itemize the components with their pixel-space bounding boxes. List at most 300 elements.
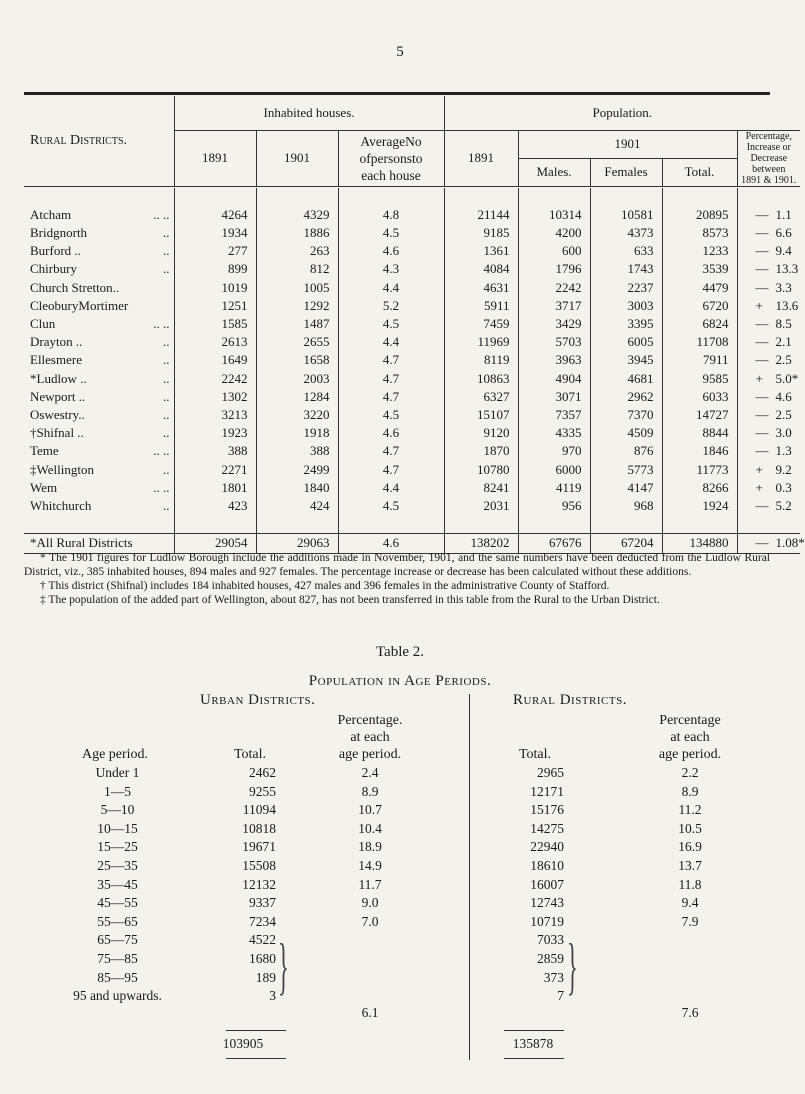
pop-1891: 10780: [444, 461, 518, 479]
urban-percentage: 10.7: [358, 802, 382, 818]
houses-1901: 1005: [256, 279, 338, 297]
total: 7911: [662, 351, 737, 369]
houses-1901: 263: [256, 242, 338, 260]
total: 20895: [662, 206, 737, 224]
houses-1891: 1649: [174, 351, 256, 369]
urban-totals-column: [200, 764, 276, 1006]
females: 3003: [590, 297, 662, 315]
urban-total: 10818: [242, 820, 276, 836]
change-sign: —: [755, 315, 769, 331]
percentage-change: [737, 370, 800, 388]
females: 2962: [590, 388, 662, 406]
rural-districts-title: Rural Districts.: [513, 692, 627, 708]
avg-persons: 4.7: [338, 442, 444, 460]
change-value: 9.4: [775, 243, 792, 259]
total: 1846: [662, 442, 737, 460]
header-females: Females: [590, 158, 662, 186]
houses-1891: 3213: [174, 406, 256, 424]
rural-pct-column: [645, 764, 735, 931]
urban-total: 15508: [242, 857, 276, 873]
district-name: *All Rural Districts: [24, 534, 174, 553]
avg-persons: 4.5: [338, 224, 444, 242]
houses-1891: 1801: [174, 479, 256, 497]
avg-persons: 4.5: [338, 497, 444, 515]
header-houses-1891: 1891: [174, 130, 256, 186]
urban-percentage: 2.4: [361, 765, 379, 780]
total: 6824: [662, 315, 737, 333]
rural-percentage: 11.8: [678, 876, 702, 892]
table-row: [24, 206, 800, 224]
change-sign: —: [755, 261, 769, 277]
pop-1891: 138202: [444, 534, 518, 553]
age-table-title: Population in Age Periods.: [308, 673, 492, 689]
pop-1891: 7459: [444, 315, 518, 333]
age-periods-column: [50, 764, 185, 1006]
urban-districts-title: Urban Districts.: [200, 692, 316, 708]
change-sign: —: [755, 388, 769, 404]
urban-percentage: 18.9: [358, 839, 382, 855]
change-sign: —: [755, 425, 769, 441]
avg-persons: 4.7: [338, 388, 444, 406]
percentage-change: [737, 388, 800, 406]
change-value: 0.3: [775, 479, 792, 495]
district-name: Atcham .. ..: [30, 206, 170, 222]
females: 3395: [590, 315, 662, 333]
table-row: [24, 315, 800, 333]
urban-total: 12132: [242, 876, 276, 892]
avg-persons: 4.8: [338, 206, 444, 224]
district-name: Clun .. ..: [30, 315, 170, 331]
urban-total-rule-top: [226, 1030, 286, 1031]
footnote-shifnal: † This district (Shifnal) includes 184 inhabited houses, 427 males and 396 females in the administrative County of Stafford.: [40, 580, 610, 592]
district-name: Chirbury ..: [30, 261, 170, 277]
avg-persons: 4.5: [338, 315, 444, 333]
urban-grand-total: 103905: [222, 1036, 264, 1051]
houses-1901: 2499: [256, 461, 338, 479]
males: 7357: [518, 406, 590, 424]
rural-total: 2859: [537, 950, 564, 966]
females: 10581: [590, 206, 662, 224]
change-value: 5.0*: [775, 370, 799, 386]
pop-1891: 6327: [444, 388, 518, 406]
table-row: [24, 333, 800, 351]
change-sign: +: [755, 297, 763, 313]
percentage-change: [737, 206, 800, 224]
change-value: 1.3: [775, 443, 792, 459]
change-sign: +: [755, 461, 763, 477]
females: 5773: [590, 461, 662, 479]
page-number: 5: [396, 44, 404, 60]
change-sign: +: [755, 479, 763, 495]
percentage-change: [737, 461, 800, 479]
change-value: 2.1: [775, 334, 792, 350]
pop-1891: 8119: [444, 351, 518, 369]
rural-total: 7: [557, 988, 564, 1004]
table-label: Table 2.: [375, 644, 425, 660]
age-period: 15—25: [97, 839, 138, 855]
footnotes: [24, 551, 770, 607]
females: 6005: [590, 333, 662, 351]
urban-total-header: Total.: [233, 747, 267, 762]
rural-percentage: 10.5: [678, 820, 702, 836]
district-name: Drayton .. ..: [30, 334, 170, 350]
rural-total: 15176: [530, 802, 564, 818]
houses-1901: 424: [256, 497, 338, 515]
pop-1891: 4084: [444, 260, 518, 278]
avg-persons: 4.7: [338, 370, 444, 388]
table-row: [24, 260, 800, 278]
urban-total: 1680: [249, 950, 276, 966]
rural-total: 12171: [530, 783, 564, 799]
district-name: Whitchurch ..: [30, 497, 170, 513]
females: 633: [590, 242, 662, 260]
pop-1891: 9185: [444, 224, 518, 242]
change-sign: —: [755, 406, 769, 422]
urban-total: 9255: [249, 783, 276, 799]
change-value: 1.1: [775, 206, 792, 222]
females: 876: [590, 442, 662, 460]
district-name: ‡Wellington ..: [30, 461, 170, 477]
table-row: [24, 297, 800, 315]
change-sign: —: [755, 224, 769, 240]
change-sign: —: [755, 334, 769, 350]
header-rural-districts: Rural Districts.: [30, 132, 128, 148]
rural-totals-column: [490, 764, 564, 1006]
district-name: Teme .. ..: [30, 443, 170, 459]
pop-1891: 15107: [444, 406, 518, 424]
age-period: 55—65: [97, 913, 138, 929]
males: 6000: [518, 461, 590, 479]
females: 2237: [590, 279, 662, 297]
houses-1891: 1251: [174, 297, 256, 315]
urban-total: 9337: [249, 895, 276, 911]
avg-persons: 4.5: [338, 406, 444, 424]
district-name: Newport .. ..: [30, 388, 170, 404]
males: 2242: [518, 279, 590, 297]
percentage-change: [737, 333, 800, 351]
rural-total: 2965: [537, 765, 564, 780]
rural-total: 10719: [530, 913, 564, 929]
rural-pct-header: Percentage at each age period.: [658, 713, 722, 762]
rural-percentage: 16.9: [678, 839, 702, 855]
females: 7370: [590, 406, 662, 424]
top-rule: [24, 92, 770, 95]
table-row: [24, 351, 800, 369]
rural-total-rule-top: [504, 1030, 564, 1031]
males: 4119: [518, 479, 590, 497]
table-row: [24, 370, 800, 388]
males: 3963: [518, 351, 590, 369]
pop-1891: 2031: [444, 497, 518, 515]
change-sign: +: [755, 370, 763, 386]
table-row: [24, 242, 800, 260]
column-divider: [469, 694, 470, 1060]
rural-total: 16007: [530, 876, 564, 892]
males: 956: [518, 497, 590, 515]
header-population: Population.: [444, 96, 800, 130]
total: 3539: [662, 260, 737, 278]
percentage-change: [737, 479, 800, 497]
houses-1891: 277: [174, 242, 256, 260]
change-sign: —: [755, 443, 769, 459]
houses-1891: 1934: [174, 224, 256, 242]
footnote-ludlow: * The 1901 figures for Ludlow Borough include the additions made in November, 1901, and the same numbers have been deducted from the Ludlow Rural District, viz., 385 inhabited houses, 894 males and 927 females. The percentage increase or decrease has been calculated without these additions.: [24, 552, 770, 578]
urban-total-rule-bottom: [226, 1058, 286, 1059]
urban-total: 2462: [249, 765, 276, 780]
percentage-change: [737, 242, 800, 260]
avg-persons: 4.4: [338, 279, 444, 297]
houses-1891: 2613: [174, 333, 256, 351]
houses-1891: 1585: [174, 315, 256, 333]
rural-percentage: 7.9: [681, 913, 699, 929]
total: 11773: [662, 461, 737, 479]
percentage-change: [737, 260, 800, 278]
urban-percentage: 8.9: [361, 783, 379, 799]
total: 8573: [662, 224, 737, 242]
header-percentage-change: Percentage, Increase or Decrease between 1891 & 1901.: [737, 130, 800, 186]
houses-1901: 29063: [256, 534, 338, 553]
pop-1891: 1870: [444, 442, 518, 460]
age-period-header: Age period.: [81, 747, 149, 762]
houses-1901: 1886: [256, 224, 338, 242]
houses-1901: 1284: [256, 388, 338, 406]
avg-persons: 4.7: [338, 351, 444, 369]
avg-persons: 4.4: [338, 333, 444, 351]
age-period: 85—95: [97, 969, 138, 985]
total: 6033: [662, 388, 737, 406]
table-row: [24, 479, 800, 497]
urban-total: 7234: [249, 913, 276, 929]
urban-total: 4522: [249, 932, 276, 948]
header-inhabited-houses: Inhabited houses.: [174, 96, 444, 130]
houses-1901: 1658: [256, 351, 338, 369]
males: 4904: [518, 370, 590, 388]
change-value: 2.5: [775, 352, 792, 368]
change-sign: —: [755, 243, 769, 259]
houses-1891: 388: [174, 442, 256, 460]
pop-1891: 8241: [444, 479, 518, 497]
change-sign: —: [755, 279, 769, 295]
urban-percentage: 14.9: [358, 857, 382, 873]
rural-total: 18610: [530, 857, 564, 873]
rural-total: 14275: [530, 820, 564, 836]
houses-1901: 1918: [256, 424, 338, 442]
houses-1891: 423: [174, 497, 256, 515]
houses-1901: 1840: [256, 479, 338, 497]
age-period: 25—35: [97, 857, 138, 873]
avg-persons: 4.6: [338, 424, 444, 442]
males: 4335: [518, 424, 590, 442]
change-value: 2.5: [775, 406, 792, 422]
females: 67204: [590, 534, 662, 553]
houses-1891: 4264: [174, 206, 256, 224]
table-row: [24, 497, 800, 515]
change-sign: —: [755, 535, 769, 551]
urban-pct-column: [325, 764, 415, 931]
total: 8266: [662, 479, 737, 497]
females: 1743: [590, 260, 662, 278]
age-period: 95 and upwards.: [73, 988, 162, 1004]
change-sign: —: [755, 206, 769, 222]
houses-1901: 1292: [256, 297, 338, 315]
rural-total-rule-bottom: [504, 1058, 564, 1059]
header-pop-1901: 1901: [518, 130, 737, 158]
males: 5703: [518, 333, 590, 351]
change-value: 3.0: [775, 425, 792, 441]
footnote-wellington: ‡ The population of the added part of Wellington, about 827, has not been transferred in this table from the Rural to the Urban District.: [40, 594, 660, 606]
females: 4509: [590, 424, 662, 442]
urban-total: 189: [255, 969, 276, 985]
urban-total: 11094: [242, 802, 276, 818]
rural-percentage: 11.2: [678, 802, 702, 818]
district-name: *Ludlow .. ..: [30, 370, 170, 386]
table-row: [24, 388, 800, 406]
houses-1901: 2003: [256, 370, 338, 388]
percentage-change: [737, 224, 800, 242]
pop-1891: 4631: [444, 279, 518, 297]
houses-1901: 812: [256, 260, 338, 278]
urban-percentage: 9.0: [361, 895, 379, 911]
rural-grand-total: 135878: [512, 1036, 554, 1051]
houses-1891: 1019: [174, 279, 256, 297]
urban-percentage: 11.7: [358, 876, 382, 892]
percentage-change: [737, 315, 800, 333]
district-name: Oswestry.. ..: [30, 406, 170, 422]
pop-1891: 10863: [444, 370, 518, 388]
houses-1891: 1923: [174, 424, 256, 442]
total: 1924: [662, 497, 737, 515]
females: 4681: [590, 370, 662, 388]
pop-1891: 11969: [444, 333, 518, 351]
rural-total: 22940: [530, 839, 564, 855]
males: 3071: [518, 388, 590, 406]
pop-1891: 1361: [444, 242, 518, 260]
rural-percentage: 9.4: [681, 895, 699, 911]
change-value: 13.6: [775, 297, 799, 313]
age-period: 45—55: [97, 895, 138, 911]
age-period: 1—5: [104, 783, 131, 799]
change-value: 9.2: [775, 461, 792, 477]
rural-total-header: Total.: [518, 747, 552, 762]
total: 9585: [662, 370, 737, 388]
total: 11708: [662, 333, 737, 351]
rural-total: 12743: [530, 895, 564, 911]
houses-1891: 29054: [174, 534, 256, 553]
header-average-persons: AverageNo ofpersonsto each house: [338, 130, 444, 186]
pop-1891: 21144: [444, 206, 518, 224]
avg-persons: 4.6: [338, 534, 444, 553]
table-row: [24, 224, 800, 242]
houses-1901: 388: [256, 442, 338, 460]
change-value: 4.6: [775, 388, 792, 404]
males: 67676: [518, 534, 590, 553]
change-value: 3.3: [775, 279, 792, 295]
table-row: [24, 279, 800, 297]
header-houses-1901: 1901: [256, 130, 338, 186]
percentage-change: [737, 279, 800, 297]
change-value: 5.2: [775, 497, 792, 513]
change-value: 6.6: [775, 224, 792, 240]
percentage-change: [737, 351, 800, 369]
males: 970: [518, 442, 590, 460]
pop-1891: 9120: [444, 424, 518, 442]
total: 14727: [662, 406, 737, 424]
males: 10314: [518, 206, 590, 224]
urban-percentage: 10.4: [358, 820, 382, 836]
houses-1891: 1302: [174, 388, 256, 406]
census-table: [24, 96, 805, 554]
avg-persons: 4.4: [338, 479, 444, 497]
table-row: [24, 406, 800, 424]
rural-total: 373: [543, 969, 564, 985]
rural-grouped-pct: 7.6: [681, 1005, 699, 1020]
total: 134880: [662, 534, 737, 553]
females: 968: [590, 497, 662, 515]
header-pop-1891: 1891: [444, 130, 518, 186]
avg-persons: 4.6: [338, 242, 444, 260]
district-name: CleoburyMortimer: [30, 297, 129, 313]
district-name: Ellesmere ..: [30, 352, 170, 368]
pop-1891: 5911: [444, 297, 518, 315]
urban-total: 3: [269, 988, 276, 1004]
houses-1901: 1487: [256, 315, 338, 333]
district-name: Wem .. ..: [30, 479, 170, 495]
percentage-change: [737, 406, 800, 424]
rural-brace: }: [567, 930, 578, 1001]
change-value: 8.5: [775, 315, 792, 331]
urban-total: 19671: [242, 839, 276, 855]
total: 4479: [662, 279, 737, 297]
males: 1796: [518, 260, 590, 278]
rural-percentage: 13.7: [678, 857, 702, 873]
district-name: Church Stretton..: [30, 279, 120, 295]
houses-1901: 2655: [256, 333, 338, 351]
percentage-change: [737, 442, 800, 460]
houses-1901: 4329: [256, 206, 338, 224]
females: 4373: [590, 224, 662, 242]
age-period: 65—75: [97, 932, 138, 948]
header-total: Total.: [662, 158, 737, 186]
avg-persons: 4.3: [338, 260, 444, 278]
age-period: 5—10: [100, 802, 135, 818]
change-sign: —: [755, 497, 769, 513]
table-row: [24, 424, 800, 442]
houses-1891: 899: [174, 260, 256, 278]
total: 1233: [662, 242, 737, 260]
header-males: Males.: [518, 158, 590, 186]
rural-percentage: 8.9: [681, 783, 699, 799]
females: 4147: [590, 479, 662, 497]
houses-1891: 2242: [174, 370, 256, 388]
table-row: [24, 442, 800, 460]
males: 600: [518, 242, 590, 260]
total: 6720: [662, 297, 737, 315]
houses-1891: 2271: [174, 461, 256, 479]
rural-total: 7033: [537, 932, 564, 948]
change-value: 1.08*: [775, 535, 805, 551]
males: 3429: [518, 315, 590, 333]
percentage-change: [737, 424, 800, 442]
age-period: Under 1: [95, 765, 140, 780]
urban-pct-header: Percentage. at each age period.: [337, 713, 403, 762]
urban-brace: }: [278, 930, 289, 1001]
age-period: 35—45: [97, 876, 138, 892]
urban-percentage: 7.0: [361, 913, 379, 929]
males: 4200: [518, 224, 590, 242]
age-period: 75—85: [97, 950, 138, 966]
females: 3945: [590, 351, 662, 369]
change-sign: —: [755, 352, 769, 368]
